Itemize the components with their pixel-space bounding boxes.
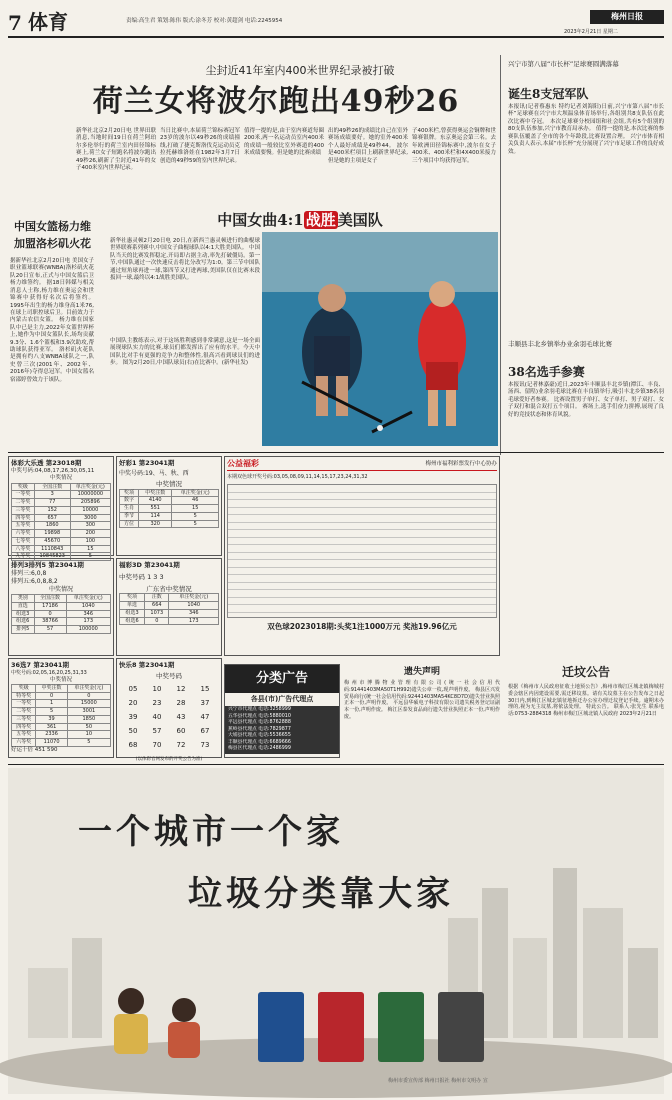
d3-table [119,593,219,625]
table-cell: 46 [172,497,219,505]
list-item: 五华县代理点 电话:5880010 [228,713,291,719]
table-cell: 单注奖金(元) [172,489,219,497]
lead-headline: 荷兰女将波尔跑出49秒26 [92,84,460,119]
table-row [12,692,111,700]
ssq-banner: 双色球2023018期:头奖1注1000万元 奖池19.96亿元 [267,621,457,631]
table-cell: 5 [67,739,110,747]
table-cell: 300 [70,522,110,530]
table-cell: 注数 [145,594,169,602]
c36-table [11,684,111,747]
table-row [12,708,111,716]
hockey-photo-graphic [262,232,498,446]
hockey-headline-b: 战胜 [305,211,336,229]
table-cell: 组选6 [120,617,145,625]
table-row [12,618,111,626]
kl8-note: (以体彩官网发布的开奖公告为准) [135,756,203,762]
daletou-issue: 第23018期 [45,459,82,467]
kl8-sub: 中奖号码 [156,671,182,680]
kl8-grid [119,683,219,753]
daletou-title: 体彩大乐透 [11,459,44,467]
table-row [12,499,111,507]
table-cell: 1073 [145,609,169,617]
table-cell: 320 [138,520,172,528]
right-kicker-1: 兴宁市第八届“市长杯”足球赛圆满落幕 [508,60,619,68]
table-row [12,506,111,514]
table-cell: 0 [36,692,67,700]
page-number: 7 [8,11,22,35]
ssq-note: 本期双色球开奖号码:03,05,08,09,11,14,15,17,23,24,31,32 [227,473,368,480]
table-cell: 664 [145,602,169,610]
notice-title: 迁坟公告 [561,665,610,679]
lead-col5: 子400米栏,曾获得奥运会铜牌和世锦赛银牌。东京奥运会第三名。去年欧洲田径锦标赛中,波尔在女子400米、400米栏和4X400米接力三个项目中均获得冠军。 [412,128,496,164]
d3-issue: 第23041期 [144,561,180,569]
lead-kicker: 尘封近41年室内400米世界纪录被打破 [205,64,395,77]
table-cell: 3 [34,491,70,499]
table-cell: 组选3 [12,610,35,618]
table-cell: 205896 [70,499,110,507]
psa-line1: 一个城市一个家 [78,812,344,852]
table-cell: 单注奖金(元) [66,595,110,603]
table-row [12,626,111,634]
table-row [120,609,219,617]
table-cell: 中奖注数 [36,684,67,692]
table-cell: 五等奖 [12,522,35,530]
table-cell: 1850 [67,715,110,723]
basketball-headline-2: 加盟洛杉矶火花 [14,237,91,250]
table-row [12,700,111,708]
table-row [12,530,111,538]
number-cell: 60 [176,726,186,735]
ssq-title: 公益福彩 [227,459,259,468]
table-cell: 0 [67,692,110,700]
table-cell: 5 [36,708,67,716]
table-cell: 15000 [67,700,110,708]
table-cell: 奖级 [12,483,35,491]
psa-caption: 梅州市委宣传部 梅州日报社 梅州市文明办 宣 [388,1078,488,1084]
table-cell: 1040 [169,602,219,610]
lottery-pl3 [8,558,114,656]
table-cell: 3000 [70,514,110,522]
pl3-sub: 中奖情况 [48,585,73,593]
table-cell: 四等奖 [12,514,35,522]
table-row [120,617,219,625]
table-cell: 57 [34,626,66,634]
table-row [120,512,219,520]
ads-list [225,706,339,753]
c36-issue: 第23041期 [33,661,69,669]
pl3-title: 排列3排列5 [11,561,47,569]
bin-hazardous-icon [318,992,364,1062]
basketball-headline-1: 中国女篮杨力维 [14,220,91,233]
table-cell: 生肖 [120,505,139,513]
hockey-col1: 新华社惠灵顿2月20日电 20日,在新西兰惠灵顿进行的曲棍球世界联赛系列赛中,中国女子曲棍球队以4:1大胜美国队。 中国队当天的比赛发挥稳定,开局即占据主动,率先打破僵局。第一节,中国队通过一次快速反击将比分改写为1:0。第三节中国队通过短角球再进一球,第四节又打进两球,美国队仅在比赛末段扳回一球,最终以4:1战胜美国队。 [110,238,260,282]
ssq-table-lines [227,484,497,618]
number-cell: 15 [200,684,210,693]
table-cell: 单注奖金(元) [70,483,110,491]
number-cell: 12 [176,684,186,693]
table-cell: 39 [36,715,67,723]
table-cell: 三等奖 [12,506,35,514]
table-row [12,739,111,747]
number-cell: 68 [128,740,138,749]
table-cell: 七等奖 [12,537,35,545]
lead-col1: 新华社北京2月20日电 世界田联消息,当地时间19日在荷兰阿珀尔多伦举行的荷兰室内田径锦标赛上,荷兰女子短跑名将波尔跑出49秒26,刷新了尘封近41年的女子400米室内世界纪录。 [76,128,156,172]
number-cell: 28 [176,698,186,707]
daletou-numbers: 中奖号码:04,08,17,26,30,05,11 [11,467,95,474]
lost-title: 遗失声明 [403,667,440,677]
section-title: 体育 [28,10,68,34]
lottery-daletou [8,456,114,560]
right-kicker-2: 丰顺县丰北乡镇举办业余羽毛球比赛 [508,340,612,348]
table-cell: 奖项 [120,489,139,497]
table-cell: 10000 [70,506,110,514]
table-cell: 一等奖 [12,491,35,499]
bin-other-icon [438,992,484,1062]
psa-line2: 垃圾分类靠大家 [188,874,454,914]
table-row [12,491,111,499]
table-cell: 173 [169,617,219,625]
table-cell: 10 [67,731,110,739]
header-rule [8,36,664,38]
table-cell: 八等奖 [12,545,35,553]
table-cell: 0 [34,610,66,618]
number-cell: 47 [200,712,210,721]
table-row [120,505,219,513]
hy-table [119,489,219,529]
table-cell: 二等奖 [12,708,36,716]
lead-col-rule [500,55,501,455]
table-cell: 19898 [34,530,70,538]
table-cell: 九等奖 [12,553,35,561]
table-row [120,602,219,610]
number-cell: 37 [200,698,210,707]
notice-body: 根据《梅州市人民政府征收土地预公告》,梅州市梅江区城北镇梅城村委会辖区内因建设需要,需迁移坟墓。请有关坟墓主在公告发布之日起30日内,到梅江区城北镇征地拆迁办公室办理迁坟登记手续。逾期未办理的,视为无主坟墓,将依法处理。 特此公告。 联系人:张先生 联系电话:0753-2884318 梅州市梅江区城北镇人民政府 2023年2月21日 [508,684,664,717]
table-cell: 五等奖 [12,731,36,739]
pl3-n1: 排列三:6,0,8 [11,569,47,577]
table-cell: 346 [66,610,110,618]
table-row [12,723,111,731]
lead-col4: 出的49秒26的成绩比自己在室外赛场成绩要好。她的室外400米个人最好成绩是49秒44。 波尔是400米栏项目上刷新世界纪录,但是她的主项是女子 [328,128,408,164]
number-cell: 70 [152,740,162,749]
c36-numbers: 中奖号码:02,05,16,20,25,31,33 [11,669,87,676]
kl8-issue: 第23041期 [138,661,175,669]
table-cell: 直选 [12,602,35,610]
table-cell: 15 [172,505,219,513]
number-cell: 57 [152,726,162,735]
number-cell: 10 [152,684,162,693]
date-line: 2023年2月21日 星期二 [564,29,618,35]
table-cell: 11070 [36,739,67,747]
table-cell: 5 [70,553,110,561]
hockey-headline-c: 美国队 [337,211,383,229]
hockey-photo [262,232,498,446]
table-cell: 奖项 [120,594,145,602]
table-cell: 季节 [120,512,139,520]
lottery-c36 [8,658,114,758]
section-rule-2 [8,764,664,765]
table-row [120,520,219,528]
table-cell: 1040 [66,602,110,610]
ads-sub: 各县(市)广告代理点 [250,695,314,703]
section-rule-1 [8,452,664,453]
table-cell: 组选6 [12,618,35,626]
table-cell: 50 [67,723,110,731]
table-row [12,731,111,739]
number-cell: 43 [176,712,186,721]
table-cell: 38766 [34,618,66,626]
editor-meta: 责编:高生君 策划:陈伟 版式:涂冬芳 校对:黄超剑 电话:2245954 [126,18,283,24]
table-cell: 特等奖 [12,692,36,700]
number-cell: 67 [200,726,210,735]
lead-col2: 当日比赛中,本届荷兰锦标赛冠军23岁的波尔以49秒26的成绩撞线,打破了捷克斯洛伐克运动员克拉托赫维洛娃在1982年3月7日创造的49秒59的室内世界纪录。 [160,128,240,164]
table-row [12,610,111,618]
hockey-headline-a: 中国女曲4:1 [217,211,304,229]
table-cell: 361 [36,723,67,731]
table-cell: 六等奖 [12,530,35,538]
d3-sub: 广东省中奖情况 [146,584,192,593]
table-cell: 一等奖 [12,700,36,708]
recycle-bins [258,986,498,1066]
table-cell: 数字 [120,497,139,505]
number-cell: 50 [128,726,138,735]
table-cell: 114 [138,512,172,520]
daletou-sub: 中奖情况 [49,475,72,482]
list-item: 大埔县代理点 电话:5536655 [228,733,291,739]
table-cell: 0 [145,617,169,625]
c36-sub: 中奖情况 [49,676,72,683]
lead-col3: 值得一提的是,由于室内赛道每圈200米,两一名运动员室内400米的成绩一般较比室外赛道的400米成绩要慢。但是她的比赛成绩 [244,128,324,157]
right-headline-2: 38名选手参赛 [508,365,585,379]
list-item: 兴宁市代理点 电话:3258999 [228,707,291,713]
table-cell: 10845823 [34,553,70,561]
table-row [12,715,111,723]
table-cell: 45670 [34,537,70,545]
table-cell: 551 [138,505,172,513]
number-cell: 20 [128,698,138,707]
c36-footer: 好运十倍 451 590 [11,746,58,753]
ssq-org: 梅州市福利彩票发行中心协办 [425,460,497,467]
table-cell: 4140 [138,497,172,505]
number-cell: 05 [128,684,138,693]
masthead-logo: 梅州日报 [590,10,664,24]
number-cell: 23 [152,698,162,707]
table-cell: 二等奖 [12,499,35,507]
children-illustration [108,988,228,1078]
hy-issue: 第23041期 [138,459,175,467]
table-cell: 中奖注数 [138,489,172,497]
table-cell: 奖级 [12,684,36,692]
table-cell: 100 [70,537,110,545]
table-cell: 六等奖 [12,739,36,747]
table-cell: 单注奖金(元) [169,594,219,602]
table-cell: 单选 [120,602,145,610]
table-row [12,537,111,545]
right-body-1: 本报讯(记者蔡惠东 特约记者刘海阳)日前,兴宁市第八届“市长杯”足球赛在兴宁市大坝温泉体育场举行,各组别共8支队伍在此次比赛中夺冠。 本次足球赛分校园组和社会组,共有5个组别的80支队伍参加,兴宁市教育局承办。 值得一提的是,本次比赛的参赛队伍覆盖了全市的各个年龄段,比赛设置合理。 兴宁市体育相关负责人表示,本届“市长杯”充分展现了兴宁市足球工作的良好成效。 [508,104,664,155]
number-cell: 40 [152,712,162,721]
table-row [12,602,111,610]
table-cell: 方位 [120,520,139,528]
table-cell: 17186 [34,602,66,610]
table-row [120,497,219,505]
number-cell: 72 [176,740,186,749]
table-cell: 346 [169,609,219,617]
lottery-kl8 [116,658,222,762]
table-cell: 5 [172,512,219,520]
pl3-n2: 排列五:6,0,8,8,2 [11,577,58,585]
table-cell: 组选3 [120,609,145,617]
d3-title: 福彩3D [119,561,142,569]
table-cell: 四等奖 [12,723,36,731]
hockey-headline [110,210,490,230]
hy-title: 好彩1 [119,459,137,467]
table-cell: 全国注数 [34,483,70,491]
bin-kitchen-icon [378,992,424,1062]
table-cell: 全国注数 [34,595,66,603]
lottery-ssq [224,456,500,656]
pl3-issue: 第23041期 [48,561,84,569]
table-cell: 单注奖金(元) [67,684,110,692]
right-headline-1: 诞生8支冠军队 [508,87,589,101]
bin-recyclable-icon [258,992,304,1062]
hockey-col2: 中国队主教练表示,对于这场胜利感到非常满意,这是一场全面展现球队实力的比赛,球员们都发挥出了应有的水平。今天中国队比对手有更强的竞争力和整体性,很高兴看到球员们的进步。 图为2月20日,中国队球员(右)在比赛中。(新华社发) [110,338,260,367]
table-cell: 排列5 [12,626,35,634]
table-cell: 152 [34,506,70,514]
table-row [12,545,111,553]
table-cell: 2336 [36,731,67,739]
table-cell: 173 [66,618,110,626]
table-row [12,514,111,522]
d3-numbers: 中奖号码 1 3 3 [119,572,164,581]
table-cell: 10000000 [70,491,110,499]
table-cell: 15 [70,545,110,553]
ads-title: 分类广告 [225,665,339,693]
table-cell: 类别 [12,595,35,603]
daletou-table [11,483,111,562]
list-item: 平远县代理点 电话:8762888 [228,720,291,726]
table-cell: 1 [36,700,67,708]
number-cell: 73 [200,740,210,749]
table-cell: 200 [70,530,110,538]
table-row [12,522,111,530]
c36-title: 36选7 [11,661,32,669]
table-cell: 5 [172,520,219,528]
classified-ads [224,664,340,758]
lottery-hy [116,456,222,556]
table-cell: 1110843 [34,545,70,553]
hy-numbers: 中奖号码:19、马、秋、西 [119,469,189,477]
number-cell: 39 [128,712,138,721]
lottery-d3 [116,558,222,656]
table-cell: 100000 [66,626,110,634]
hy-sub: 中奖情况 [156,479,182,488]
lost-body: 梅州市博腾物业管理有限公司(统一社会信用代码:91441403MA50T1H992)遗失公章一枚,现声明作废。 梅县区兴发贸易商行(统一社会信用代码:92441403MA54KC8D7D)遗失营业执照正本一份,声明作废。 平远县华硕电子科技有限公司遗失税务登记证副本一份,声明作废。 梅江区泰发食品商行遗失营业执照正本一份,声明作废。 [344,680,500,720]
right-body-2: 本报讯(记者林嘉豪)近日,2023年丰顺县丰北乡镇(潭江、丰良、汤西、留隍)业余羽毛球比赛在丰良镇举行,吸引丰北乡镇38名羽毛球爱好者参赛。 比赛设置男子单打、女子单打、男子双打、女子双打和混合双打五个项目。 赛场上,选手们奋力拼搏,展现了良好的竞技状态和体育风貌。 [508,382,664,418]
table-cell: 1860 [34,522,70,530]
psa-banner [8,768,664,1094]
list-item: 丰顺县代理点 电话:6689666 [228,739,291,745]
table-cell: 657 [34,514,70,522]
table-cell: 77 [34,499,70,507]
basketball-body: 据新华社北京2月20日电 美国女子职业篮球联赛(WNBA)洛杉矶火花队20日宣布,正式与中国女篮后卫杨力维签约。 据18日韩媒与相关消息人士称,杨力维在奥运会和世锦赛中获得好名次后将签约。 1995年出生的杨力维身高1米76,在球上司职控球后卫。目前效力于内蒙古农信女篮。 杨力维在国家队中已是主力,2022年女篮世界杯上,她作为中国女篮队长,场均贡献9.3分、1.6个篮板和3.9次助攻,帮助球队获得亚军。 洛杉矶火花队是拥有约八支WNBA球队之一,队史曾三次(2001年、2002年、2016年)夺得总冠军。中国女篮名宿邵婷曾效力于该队。 [10,258,94,383]
table-cell: 三等奖 [12,715,36,723]
pl3-table [11,594,111,634]
list-item: 蕉岭县代理点 电话:7829877 [228,726,291,732]
page-header [8,6,664,36]
list-item: 梅县区代理点 电话:2486999 [228,746,291,752]
kl8-title: 快乐8 [119,661,137,669]
table-cell: 3001 [67,708,110,716]
